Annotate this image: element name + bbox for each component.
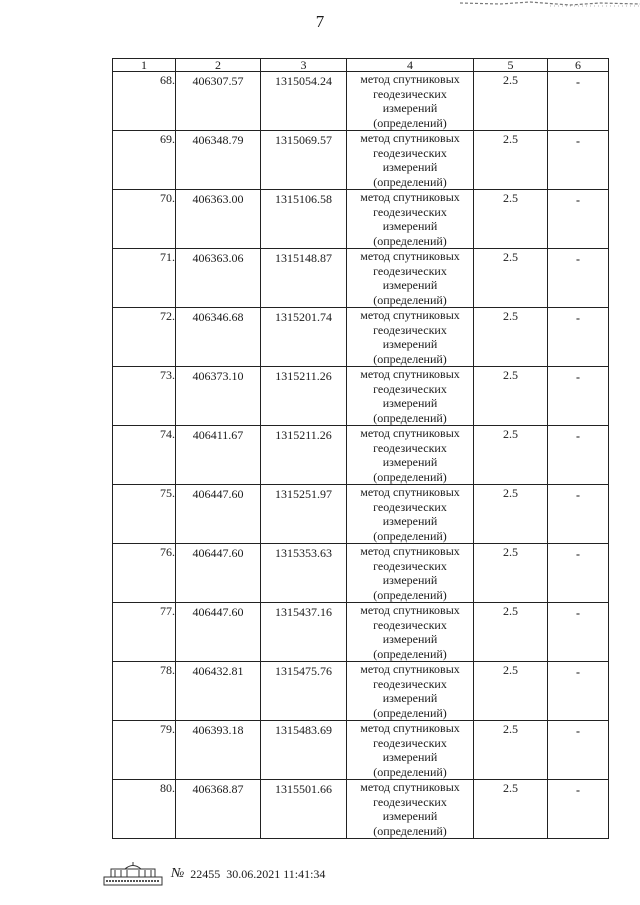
method-line: геодезических <box>373 499 447 514</box>
x-coordinate-cell: 406447.60 <box>176 603 261 662</box>
table-row <box>113 721 609 780</box>
method-line: измерений <box>382 160 438 174</box>
table-header-row <box>113 59 609 72</box>
method-line: метод спутниковых <box>360 190 460 204</box>
point-number-cell: 71. <box>113 249 176 308</box>
note-cell: - <box>548 721 609 780</box>
column-header: 3 <box>261 59 347 72</box>
table-row <box>113 72 609 131</box>
method-cell <box>347 721 474 780</box>
note-cell: - <box>548 780 609 839</box>
method-line: измерений <box>382 632 438 646</box>
method-line: геодезических <box>373 86 447 101</box>
accuracy-cell: 2.5 <box>474 662 548 721</box>
accuracy-cell: 2.5 <box>474 308 548 367</box>
method-line: геодезических <box>373 676 447 691</box>
x-coordinate-cell: 406393.18 <box>176 721 261 780</box>
point-number-cell: 76. <box>113 544 176 603</box>
method-line: (определений) <box>373 823 447 838</box>
method-line: измерений <box>382 573 438 587</box>
government-building-stamp-icon <box>103 862 163 886</box>
method-line: геодезических <box>373 794 447 809</box>
accuracy-cell: 2.5 <box>474 131 548 190</box>
method-line: геодезических <box>373 558 447 573</box>
page-number: 7 <box>315 12 325 31</box>
point-number-cell: 80. <box>113 780 176 839</box>
table-row <box>113 131 609 190</box>
table-row <box>113 426 609 485</box>
y-coordinate-cell: 1315483.69 <box>261 721 347 780</box>
method-line: (определений) <box>373 705 447 720</box>
column-header: 1 <box>113 59 176 72</box>
note-cell: - <box>548 603 609 662</box>
point-number-cell: 73. <box>113 367 176 426</box>
method-cell <box>347 72 474 131</box>
accuracy-cell: 2.5 <box>474 780 548 839</box>
method-cell <box>347 426 474 485</box>
coordinates-table <box>112 58 609 839</box>
y-coordinate-cell: 1315475.76 <box>261 662 347 721</box>
document-datetime: 30.06.2021 11:41:34 <box>226 866 326 881</box>
method-line: измерений <box>382 514 438 528</box>
point-number-cell: 72. <box>113 308 176 367</box>
method-cell <box>347 780 474 839</box>
method-line: геодезических <box>373 617 447 632</box>
method-cell <box>347 544 474 603</box>
scan-artifact <box>460 0 640 8</box>
method-line: метод спутниковых <box>360 780 460 794</box>
x-coordinate-cell: 406373.10 <box>176 367 261 426</box>
method-line: (определений) <box>373 115 447 130</box>
y-coordinate-cell: 1315069.57 <box>261 131 347 190</box>
note-cell: - <box>548 485 609 544</box>
method-line: геодезических <box>373 440 447 455</box>
note-cell: - <box>548 544 609 603</box>
x-coordinate-cell: 406307.57 <box>176 72 261 131</box>
method-line: (определений) <box>373 233 447 248</box>
method-cell <box>347 308 474 367</box>
x-coordinate-cell: 406411.67 <box>176 426 261 485</box>
x-coordinate-cell: 406363.06 <box>176 249 261 308</box>
method-line: метод спутниковых <box>360 367 460 381</box>
method-cell <box>347 131 474 190</box>
note-cell: - <box>548 308 609 367</box>
method-line: (определений) <box>373 587 447 602</box>
document-footer <box>103 862 325 886</box>
method-line: метод спутниковых <box>360 603 460 617</box>
method-line: геодезических <box>373 263 447 278</box>
note-cell: - <box>548 131 609 190</box>
table-row <box>113 367 609 426</box>
note-cell: - <box>548 662 609 721</box>
method-line: (определений) <box>373 646 447 661</box>
table-row <box>113 485 609 544</box>
accuracy-cell: 2.5 <box>474 72 548 131</box>
method-line: (определений) <box>373 174 447 189</box>
method-line: измерений <box>382 219 438 233</box>
y-coordinate-cell: 1315201.74 <box>261 308 347 367</box>
document-number: 22455 <box>190 866 221 881</box>
y-coordinate-cell: 1315054.24 <box>261 72 347 131</box>
y-coordinate-cell: 1315211.26 <box>261 367 347 426</box>
number-sign: № <box>171 866 185 881</box>
y-coordinate-cell: 1315211.26 <box>261 426 347 485</box>
method-line: геодезических <box>373 145 447 160</box>
accuracy-cell: 2.5 <box>474 426 548 485</box>
column-header: 4 <box>347 59 474 72</box>
x-coordinate-cell: 406346.68 <box>176 308 261 367</box>
point-number-cell: 78. <box>113 662 176 721</box>
point-number-cell: 79. <box>113 721 176 780</box>
method-line: измерений <box>382 278 438 292</box>
method-line: измерений <box>382 337 438 351</box>
table-row <box>113 308 609 367</box>
note-cell: - <box>548 190 609 249</box>
y-coordinate-cell: 1315437.16 <box>261 603 347 662</box>
method-cell <box>347 249 474 308</box>
document-registration-info <box>171 866 325 882</box>
method-line: метод спутниковых <box>360 308 460 322</box>
accuracy-cell: 2.5 <box>474 249 548 308</box>
y-coordinate-cell: 1315148.87 <box>261 249 347 308</box>
method-line: измерений <box>382 809 438 823</box>
point-number-cell: 77. <box>113 603 176 662</box>
method-line: измерений <box>382 750 438 764</box>
note-cell: - <box>548 367 609 426</box>
method-line: (определений) <box>373 528 447 543</box>
method-line: метод спутниковых <box>360 662 460 676</box>
column-header: 6 <box>548 59 609 72</box>
point-number-cell: 74. <box>113 426 176 485</box>
method-line: измерений <box>382 455 438 469</box>
table-row <box>113 603 609 662</box>
accuracy-cell: 2.5 <box>474 367 548 426</box>
method-line: измерений <box>382 691 438 705</box>
method-line: (определений) <box>373 764 447 779</box>
method-line: (определений) <box>373 410 447 425</box>
accuracy-cell: 2.5 <box>474 603 548 662</box>
table-row <box>113 544 609 603</box>
x-coordinate-cell: 406368.87 <box>176 780 261 839</box>
y-coordinate-cell: 1315501.66 <box>261 780 347 839</box>
x-coordinate-cell: 406363.00 <box>176 190 261 249</box>
column-header: 2 <box>176 59 261 72</box>
x-coordinate-cell: 406432.81 <box>176 662 261 721</box>
method-line: измерений <box>382 101 438 115</box>
x-coordinate-cell: 406348.79 <box>176 131 261 190</box>
method-cell <box>347 485 474 544</box>
point-number-cell: 75. <box>113 485 176 544</box>
method-cell <box>347 190 474 249</box>
method-line: метод спутниковых <box>360 485 460 499</box>
accuracy-cell: 2.5 <box>474 485 548 544</box>
table-row <box>113 190 609 249</box>
accuracy-cell: 2.5 <box>474 544 548 603</box>
method-cell <box>347 662 474 721</box>
point-number-cell: 69. <box>113 131 176 190</box>
table-row <box>113 662 609 721</box>
method-line: метод спутниковых <box>360 721 460 735</box>
y-coordinate-cell: 1315251.97 <box>261 485 347 544</box>
y-coordinate-cell: 1315106.58 <box>261 190 347 249</box>
method-cell <box>347 367 474 426</box>
method-line: метод спутниковых <box>360 249 460 263</box>
column-header: 5 <box>474 59 548 72</box>
method-line: (определений) <box>373 292 447 307</box>
method-line: метод спутниковых <box>360 544 460 558</box>
y-coordinate-cell: 1315353.63 <box>261 544 347 603</box>
method-line: геодезических <box>373 204 447 219</box>
method-line: геодезических <box>373 735 447 750</box>
method-line: метод спутниковых <box>360 72 460 86</box>
method-line: метод спутниковых <box>360 131 460 145</box>
method-line: геодезических <box>373 381 447 396</box>
point-number-cell: 70. <box>113 190 176 249</box>
accuracy-cell: 2.5 <box>474 190 548 249</box>
x-coordinate-cell: 406447.60 <box>176 485 261 544</box>
note-cell: - <box>548 249 609 308</box>
point-number-cell: 68. <box>113 72 176 131</box>
note-cell: - <box>548 426 609 485</box>
accuracy-cell: 2.5 <box>474 721 548 780</box>
note-cell: - <box>548 72 609 131</box>
method-line: (определений) <box>373 469 447 484</box>
method-line: (определений) <box>373 351 447 366</box>
table-row <box>113 249 609 308</box>
method-cell <box>347 603 474 662</box>
method-line: геодезических <box>373 322 447 337</box>
method-line: измерений <box>382 396 438 410</box>
method-line: метод спутниковых <box>360 426 460 440</box>
x-coordinate-cell: 406447.60 <box>176 544 261 603</box>
table-row <box>113 780 609 839</box>
